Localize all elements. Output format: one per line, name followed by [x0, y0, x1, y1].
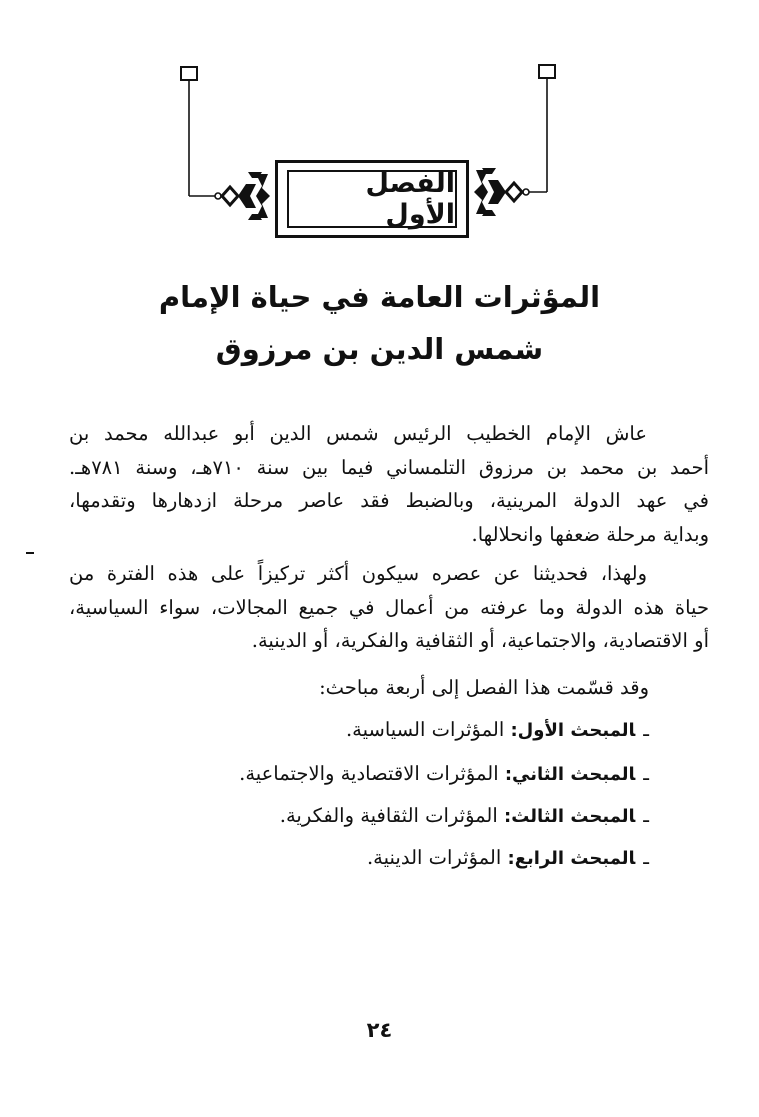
paragraph-line: عاش الإمام الخطيب الرئيس شمس الدين أبو عبدالله محمد بن [69, 422, 647, 445]
list-dash: ـ [643, 846, 649, 869]
chapter-label: الفصل الأول [287, 170, 457, 228]
section-label: المبحث الثالث: [504, 806, 636, 827]
paragraph-line: حياة هذه الدولة وما عرفته من أعمال في جميع المجالات، سواء السياسية، [69, 595, 709, 619]
chapter-title-line-1: المؤثرات العامة في حياة الإمام [158, 280, 601, 314]
chapter-label-frame [275, 160, 469, 238]
sections-intro: وقد قسّمت هذا الفصل إلى أربعة مباحث: [319, 676, 649, 699]
section-item-3 [280, 804, 649, 827]
section-item-4 [367, 846, 649, 869]
paragraph-2 [69, 557, 709, 658]
section-label: المبحث الأول: [510, 720, 636, 741]
section-text: المؤثرات الاقتصادية والاجتماعية. [239, 762, 499, 785]
section-label: المبحث الثاني: [504, 764, 636, 785]
list-dash: ـ [643, 762, 649, 785]
chapter-title-line-2: شمس الدين بن مرزوق [215, 332, 544, 366]
paragraph-line: ولهذا، فحديثنا عن عصره سيكون أكثر تركيزاً على هذه الفترة من [69, 562, 647, 585]
section-text: المؤثرات الثقافية والفكرية. [279, 804, 498, 827]
section-item-2 [239, 762, 649, 785]
paragraph-1 [69, 417, 709, 551]
paragraph-line: في عهد الدولة المرينية، وبالضبط فقد عاصر مرحلة ازدهارها وتقدمها، [69, 489, 709, 512]
paragraph-line: وبداية مرحلة ضعفها وانحلالها. [471, 522, 709, 546]
list-dash: ـ [643, 804, 649, 827]
paragraph-line: أو الاقتصادية، والاجتماعية، أو الثقافية والفكرية، أو الدينية. [251, 629, 709, 652]
page-number: ٢٤ [366, 1018, 393, 1042]
section-text: المؤثرات الدينية. [366, 846, 502, 869]
paragraph-line: أحمد بن محمد بن مرزوق التلمساني فيما بين سنة ٧١٠هـ، وسنة ٧٨١هـ. [69, 455, 710, 479]
section-label: المبحث الرابع: [507, 848, 636, 869]
section-item-1 [346, 718, 649, 741]
list-dash: ـ [643, 718, 649, 741]
margin-mark [26, 552, 34, 554]
section-text: المؤثرات السياسية. [345, 718, 505, 741]
